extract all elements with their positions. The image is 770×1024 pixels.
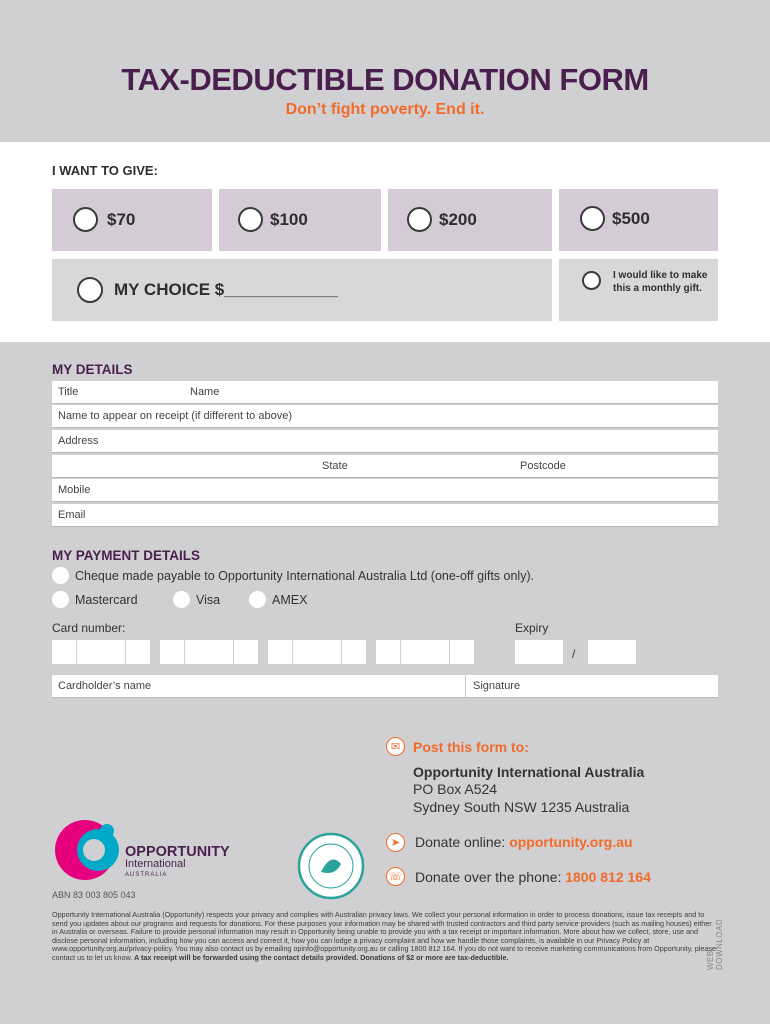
visa-radio[interactable] xyxy=(173,591,190,608)
address-field-label: Address xyxy=(58,435,99,447)
card-digit-box[interactable] xyxy=(268,640,292,664)
donate-online-label: Donate online: xyxy=(415,834,510,850)
mobile-row[interactable] xyxy=(52,479,718,502)
name-field-label: Name xyxy=(190,386,220,398)
disclaimer-text: Opportunity International Australia (Opportunity) respects your privacy and complies with Australian privacy laws. We collect your personal information in order to process donations, issue tax receipts and to send you updates about our programs and requests for donations. For these purposes your information may be shared with trusted contractors and third party service providers (such as mailing houses) either in Australia or overseas. Failure to provide personal information may result in Opportunity being unable to provide you with a tax receipt or important information. More about how we collect, store, use and disclose personal information, including how you can access and correct it, how you can lodge a privacy complaint and how we handle those complaints, is available in our Privacy Policy at www.opportunity.org.au/privacy-policy. You may also contact us by emailing opinfo@opportunity.org.au or calling 1800 812 164. If you do not want to receive marketing communications from Opportunity, please contact us to let us know. xyxy=(52,910,716,962)
cursor-icon: ➤ xyxy=(386,833,405,852)
email-field-label: Email xyxy=(58,509,86,521)
receipt-name-row[interactable] xyxy=(52,405,718,428)
card-digit-box[interactable] xyxy=(209,640,233,664)
card-digit-box[interactable] xyxy=(293,640,317,664)
mobile-field-label: Mobile xyxy=(58,484,91,496)
cardholder-signature-row[interactable] xyxy=(52,675,718,698)
phone-icon: ☏ xyxy=(386,867,405,886)
amount-label-100: $100 xyxy=(270,210,308,229)
opportunity-logo xyxy=(52,815,122,885)
disclaimer-bold: A tax receipt will be forwarded using the contact details provided. Donations of $2 or more are tax-deductible. xyxy=(132,952,509,962)
radio-500[interactable] xyxy=(580,206,605,231)
card-digit-box[interactable] xyxy=(126,640,150,664)
my-details-heading: MY DETAILS xyxy=(52,362,133,377)
city-line: Sydney South NSW 1235 Australia xyxy=(413,799,630,815)
card-digit-box[interactable] xyxy=(185,640,209,664)
expiry-label: Expiry xyxy=(515,621,549,635)
card-digit-box[interactable] xyxy=(52,640,76,664)
my-choice-label[interactable]: MY CHOICE $____________ xyxy=(114,280,338,299)
card-digit-box[interactable] xyxy=(450,640,474,664)
amount-label-70: $70 xyxy=(107,210,136,229)
card-digit-box[interactable] xyxy=(234,640,258,664)
card-digit-box[interactable] xyxy=(101,640,125,664)
abn: ABN 83 003 805 043 xyxy=(52,890,136,900)
web-download-tag: WEB DOWNLOAD xyxy=(706,918,724,970)
card-digit-box[interactable] xyxy=(160,640,184,664)
donate-online xyxy=(415,834,633,850)
card-digit-box[interactable] xyxy=(376,640,400,664)
radio-70[interactable] xyxy=(73,207,98,232)
amount-option-500[interactable] xyxy=(559,189,718,251)
amount-label-200: $200 xyxy=(439,210,477,229)
monthly-gift-label: I would like to make this a monthly gift. xyxy=(613,270,708,294)
donate-phone xyxy=(415,869,651,885)
payment-heading: MY PAYMENT DETAILS xyxy=(52,548,201,563)
radio-200[interactable] xyxy=(407,207,432,232)
card-digit-box[interactable] xyxy=(77,640,101,664)
card-digit-box[interactable] xyxy=(342,640,366,664)
visa-label: Visa xyxy=(196,593,221,607)
po-box: PO Box A524 xyxy=(413,781,498,797)
cheque-label: Cheque made payable to Opportunity International Australia Ltd (one-off gifts only). xyxy=(75,569,535,583)
post-heading: Post this form to: xyxy=(413,739,529,755)
expiry-digit-box[interactable] xyxy=(612,640,636,664)
amount-option-100[interactable] xyxy=(219,189,381,251)
logo-country: AUSTRALIA xyxy=(125,872,168,878)
cardholder-field-label: Cardholder’s name xyxy=(58,680,152,692)
title-name-row[interactable] xyxy=(52,381,718,404)
privacy-disclaimer xyxy=(52,911,717,963)
give-label: I WANT TO GIVE: xyxy=(52,163,158,178)
amex-radio[interactable] xyxy=(249,591,266,608)
title-field-label: Title xyxy=(58,386,79,398)
amount-label-500: $500 xyxy=(612,209,650,228)
expiry-slash: / xyxy=(572,647,576,661)
card-digit-box[interactable] xyxy=(425,640,449,664)
state-field-label: State xyxy=(322,460,348,472)
mastercard-radio[interactable] xyxy=(52,591,69,608)
email-row[interactable] xyxy=(52,504,718,527)
mail-icon: ✉ xyxy=(386,737,405,756)
radio-my-choice[interactable] xyxy=(77,277,103,303)
amount-option-70[interactable] xyxy=(52,189,212,251)
registered-charity-badge xyxy=(297,832,365,900)
expiry-digit-box[interactable] xyxy=(515,640,539,664)
radio-100[interactable] xyxy=(238,207,263,232)
state-postcode-row[interactable] xyxy=(52,455,718,478)
expiry-digit-box[interactable] xyxy=(588,640,612,664)
address-row[interactable] xyxy=(52,430,718,453)
card-digit-box[interactable] xyxy=(401,640,425,664)
form-subtitle: Don’t fight poverty. End it. xyxy=(285,101,485,118)
card-digit-box[interactable] xyxy=(317,640,341,664)
monthly-gift-checkbox[interactable] xyxy=(582,271,601,290)
website-link[interactable]: opportunity.org.au xyxy=(509,834,633,850)
my-choice-option[interactable] xyxy=(52,259,552,321)
signature-field-label: Signature xyxy=(473,680,521,692)
amount-option-200[interactable] xyxy=(388,189,552,251)
org-name: Opportunity International Australia xyxy=(413,764,645,780)
amex-label: AMEX xyxy=(272,593,308,607)
phone-number[interactable]: 1800 812 164 xyxy=(565,869,651,885)
row-divider xyxy=(465,675,466,698)
card-number-label: Card number: xyxy=(52,621,126,635)
postcode-field-label: Postcode xyxy=(520,460,566,472)
receipt-field-label: Name to appear on receipt (if different to above) xyxy=(58,410,292,422)
logo-sub: International xyxy=(125,858,186,870)
mastercard-label: Mastercard xyxy=(75,593,138,607)
donate-phone-label: Donate over the phone: xyxy=(415,869,566,885)
cheque-radio[interactable] xyxy=(52,567,69,584)
form-title: TAX-DEDUCTIBLE DONATION FORM xyxy=(121,62,649,97)
expiry-digit-box[interactable] xyxy=(539,640,563,664)
logo-name: OPPORTUNITY xyxy=(125,844,230,860)
